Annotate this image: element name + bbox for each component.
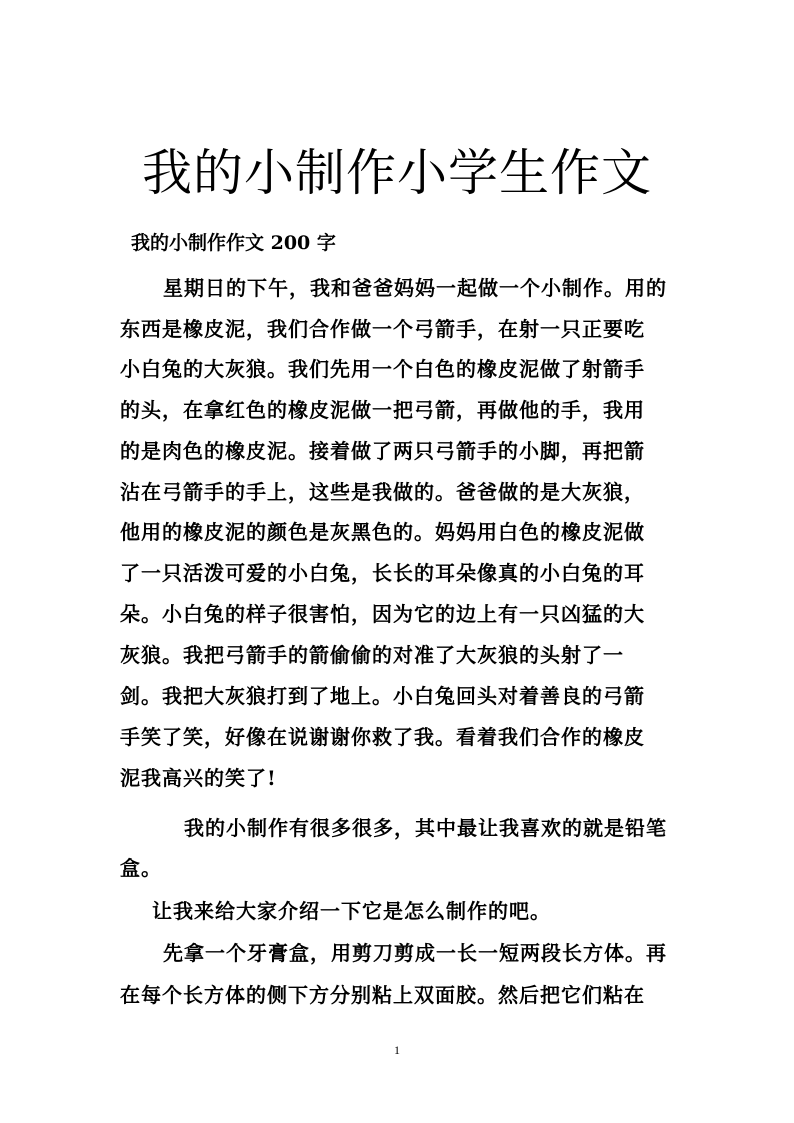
page-number: 1	[394, 1043, 400, 1057]
text-line: 他用的橡皮泥的颜色是灰黑色的。妈妈用白色的橡皮泥做	[120, 520, 645, 544]
document-subtitle: 我的小制作作文 200 字	[131, 232, 336, 254]
text-line: 让我来给大家介绍一下它是怎么制作的吧。	[152, 899, 551, 923]
text-line: 的是肉色的橡皮泥。接着做了两只弓箭手的小脚，再把箭	[120, 439, 645, 463]
text-line: 沾在弓箭手的手上，这些是我做的。爸爸做的是大灰狼，	[120, 480, 645, 504]
text-line: 在每个长方体的侧下方分别粘上双面胶。然后把它们粘在	[120, 983, 645, 1007]
text-line: 的头，在拿红色的橡皮泥做一把弓箭，再做他的手，我用	[120, 398, 645, 422]
text-line: 盒。	[120, 856, 162, 880]
text-line: 了一只活泼可爱的小白兔，长长的耳朵像真的小白兔的耳	[120, 561, 645, 585]
text-line: 灰狼。我把弓箭手的箭偷偷的对准了大灰狼的头射了一	[120, 643, 624, 667]
text-line: 剑。我把大灰狼打到了地上。小白兔回头对着善良的弓箭	[120, 684, 645, 708]
text-line: 东西是橡皮泥，我们合作做一个弓箭手，在射一只正要吃	[120, 317, 645, 341]
text-line: 星期日的下午，我和爸爸妈妈一起做一个小制作。用的	[163, 276, 667, 300]
document-title: 我的小制作小学生作文	[142, 144, 652, 202]
text-line: 小白兔的大灰狼。我们先用一个白色的橡皮泥做了射箭手	[120, 357, 645, 381]
text-line: 我的小制作有很多很多，其中最让我喜欢的就是铅笔	[184, 816, 667, 840]
text-line: 手笑了笑，好像在说谢谢你救了我。看着我们合作的橡皮	[120, 725, 645, 749]
text-line: 泥我高兴的笑了!	[120, 766, 277, 790]
text-line: 朵。小白兔的样子很害怕，因为它的边上有一只凶猛的大	[120, 602, 645, 626]
text-line: 先拿一个牙膏盒，用剪刀剪成一长一短两段长方体。再	[163, 941, 667, 965]
